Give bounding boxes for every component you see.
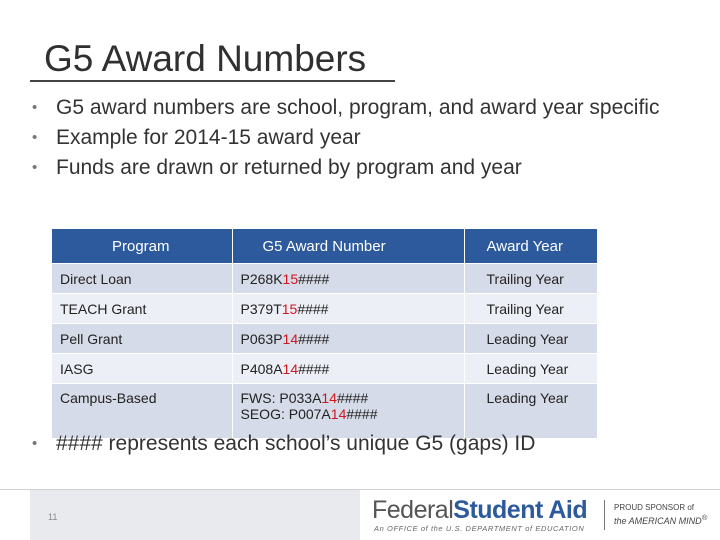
footer-panel — [30, 490, 360, 540]
cell-g5-number: P063P14#### — [232, 324, 464, 354]
cell-award-year: Trailing Year — [464, 294, 597, 324]
table-row — [52, 264, 597, 294]
bullet-item — [30, 155, 690, 181]
bullet-item — [30, 125, 690, 151]
logo-subtitle: An OFFICE of the U.S. DEPARTMENT of EDUCATION — [374, 524, 585, 533]
cell-program: IASG — [52, 354, 232, 384]
bullet-dot-icon: • — [32, 435, 38, 452]
sponsor-tagline: PROUD SPONSOR of the AMERICAN MIND® — [614, 503, 708, 526]
bullet-dot-icon: • — [32, 129, 38, 146]
header-g5-award-number: G5 Award Number — [232, 229, 464, 264]
cell-award-year: Leading Year — [464, 384, 597, 439]
bullet-item — [30, 431, 690, 457]
title-underline — [30, 80, 395, 82]
table-row — [52, 324, 597, 354]
table-header-row — [52, 229, 597, 264]
bullet-text: Example for 2014-15 award year — [56, 126, 361, 149]
cell-award-year: Leading Year — [464, 324, 597, 354]
cell-program: Pell Grant — [52, 324, 232, 354]
slide-title: G5 Award Numbers — [44, 38, 367, 79]
bullet-list — [30, 95, 690, 189]
cell-program: TEACH Grant — [52, 294, 232, 324]
logo-divider — [604, 500, 605, 530]
seog-number: SEOG: P007A14#### — [240, 406, 378, 422]
cell-g5-number: P408A14#### — [232, 354, 464, 384]
bullet-text: Funds are drawn or returned by program and year — [56, 156, 522, 179]
bullet-dot-icon: • — [32, 99, 38, 116]
award-numbers-table — [52, 229, 597, 438]
table-row — [52, 384, 597, 439]
cell-program: Campus-Based — [52, 384, 232, 439]
header-program: Program — [52, 229, 232, 264]
cell-award-year: Trailing Year — [464, 264, 597, 294]
cell-g5-number — [232, 384, 464, 439]
bullet-item — [30, 95, 690, 121]
bullet-text: #### represents each school’s unique G5 (gaps) ID — [56, 432, 536, 455]
cell-program: Direct Loan — [52, 264, 232, 294]
table-row — [52, 294, 597, 324]
cell-award-year: Leading Year — [464, 354, 597, 384]
bullet-text: G5 award numbers are school, program, and award year specific — [56, 96, 660, 119]
fws-number: FWS: P033A14#### — [240, 390, 369, 406]
cell-g5-number: P268K15#### — [232, 264, 464, 294]
table-row — [52, 354, 597, 384]
page-number: 11 — [48, 512, 58, 522]
header-award-year: Award Year — [464, 229, 597, 264]
federal-student-aid-logo: FederalStudent Aid — [372, 496, 588, 524]
bullet-dot-icon: • — [32, 159, 38, 176]
cell-g5-number: P379T15#### — [232, 294, 464, 324]
